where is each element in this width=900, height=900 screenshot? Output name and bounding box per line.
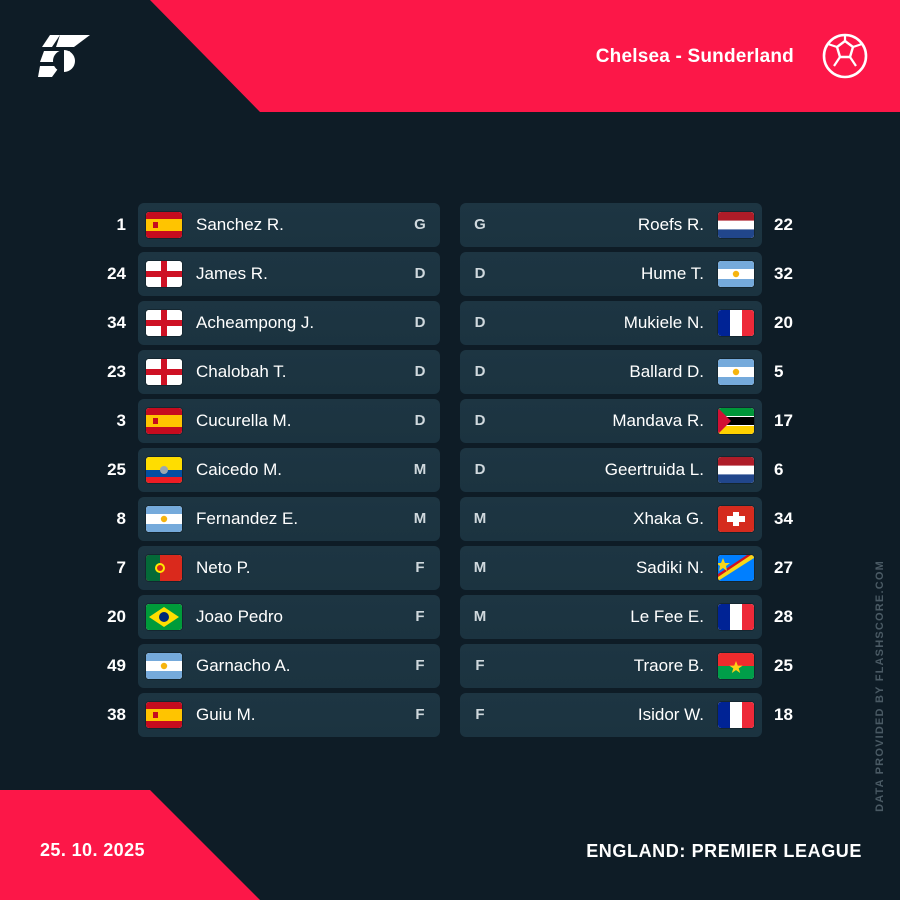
player-position: F (475, 657, 485, 674)
lineup-row (0, 543, 900, 592)
player-pill[interactable] (460, 301, 762, 345)
player-pill[interactable] (460, 448, 762, 492)
player-pill[interactable] (460, 399, 762, 443)
home-player[interactable] (100, 546, 440, 590)
player-name: Isidor W. (637, 704, 704, 724)
flag-icon (718, 261, 754, 287)
flag-icon (146, 457, 182, 483)
player-number: 20 (107, 606, 126, 626)
player-pill[interactable] (138, 595, 440, 639)
flag-icon (146, 359, 182, 385)
home-player[interactable] (100, 693, 440, 737)
player-position: F (415, 706, 425, 723)
lineup-row (0, 396, 900, 445)
player-number: 38 (107, 704, 126, 724)
player-number: 7 (116, 557, 126, 577)
flag-icon (146, 506, 182, 532)
flag-icon (146, 261, 182, 287)
player-position: F (475, 706, 485, 723)
player-number: 25 (774, 655, 793, 675)
away-player[interactable] (460, 644, 800, 688)
header (0, 0, 900, 112)
watermark (860, 0, 900, 900)
home-player[interactable] (100, 497, 440, 541)
player-number: 1 (116, 214, 126, 234)
home-player[interactable] (100, 203, 440, 247)
player-pill[interactable] (138, 497, 440, 541)
page-title: Chelsea - Sunderland (595, 46, 794, 67)
match-date: 25. 10. 2025 (40, 840, 145, 860)
home-player[interactable] (100, 448, 440, 492)
lineup-row (0, 347, 900, 396)
player-number: 18 (774, 704, 793, 724)
player-name: Garnacho A. (196, 655, 291, 675)
player-pill[interactable] (138, 203, 440, 247)
player-name: Roefs R. (637, 214, 704, 234)
flag-icon (146, 212, 182, 238)
footer (0, 790, 900, 900)
player-pill[interactable] (138, 644, 440, 688)
flag-icon (718, 555, 754, 581)
player-number: 23 (107, 361, 126, 381)
player-pill[interactable] (460, 644, 762, 688)
player-name: Mukiele N. (623, 312, 704, 332)
lineup-row (0, 298, 900, 347)
lineup-row (0, 445, 900, 494)
player-name: Fernandez E. (196, 508, 299, 528)
player-name: Traore B. (633, 655, 704, 675)
player-number: 20 (774, 312, 793, 332)
home-player[interactable] (100, 644, 440, 688)
flag-icon (146, 604, 182, 630)
player-pill[interactable] (138, 693, 440, 737)
player-pill[interactable] (460, 595, 762, 639)
away-player[interactable] (460, 448, 800, 492)
player-name: Geertruida L. (604, 459, 704, 479)
player-number: 49 (107, 655, 126, 675)
home-player[interactable] (100, 301, 440, 345)
player-name: James R. (196, 263, 268, 283)
player-position: F (415, 559, 425, 576)
flag-icon (146, 310, 182, 336)
player-pill[interactable] (460, 497, 762, 541)
player-position: D (414, 412, 426, 429)
player-position: F (415, 608, 425, 625)
flag-icon (718, 506, 754, 532)
flag-icon (146, 555, 182, 581)
player-pill[interactable] (138, 399, 440, 443)
player-pill[interactable] (138, 301, 440, 345)
player-position: D (474, 314, 486, 331)
flag-icon (718, 457, 754, 483)
flag-icon (718, 212, 754, 238)
home-player[interactable] (100, 252, 440, 296)
player-pill[interactable] (138, 546, 440, 590)
player-name: Hume T. (641, 263, 704, 283)
player-number: 27 (774, 557, 793, 577)
player-pill[interactable] (460, 350, 762, 394)
away-player[interactable] (460, 546, 800, 590)
flashscore-logo-icon (30, 31, 96, 81)
home-player[interactable] (100, 350, 440, 394)
home-player[interactable] (100, 595, 440, 639)
away-player[interactable] (460, 595, 800, 639)
player-number: 24 (107, 263, 126, 283)
player-position: M (473, 608, 487, 625)
away-player[interactable] (460, 203, 800, 247)
player-number: 3 (116, 410, 126, 430)
player-number: 34 (107, 312, 126, 332)
lineup-row (0, 200, 900, 249)
player-name: Mandava R. (612, 410, 704, 430)
player-number: 22 (774, 214, 793, 234)
player-position: D (414, 314, 426, 331)
player-number: 8 (116, 508, 126, 528)
player-position: D (414, 265, 426, 282)
player-name: Neto P. (196, 557, 251, 577)
player-position: M (473, 559, 487, 576)
player-name: Ballard D. (629, 361, 704, 381)
flag-icon (146, 653, 182, 679)
watermark-text: DATA PROVIDED BY FLASHSCORE.COM (874, 560, 886, 812)
lineup-row (0, 641, 900, 690)
player-name: Acheampong J. (196, 312, 315, 332)
flag-icon (718, 702, 754, 728)
player-pill[interactable] (460, 203, 762, 247)
away-player[interactable] (460, 399, 800, 443)
flag-icon (718, 310, 754, 336)
player-name: Sanchez R. (196, 214, 284, 234)
flag-icon (718, 359, 754, 385)
player-name: Caicedo M. (196, 459, 282, 479)
flag-icon (718, 604, 754, 630)
lineup-row (0, 249, 900, 298)
player-position: G (414, 216, 426, 233)
player-number: 5 (774, 361, 784, 381)
player-position: D (474, 265, 486, 282)
player-pill[interactable] (460, 546, 762, 590)
player-pill[interactable] (138, 448, 440, 492)
player-name: Sadiki N. (635, 557, 704, 577)
player-pill[interactable] (138, 350, 440, 394)
player-number: 28 (774, 606, 793, 626)
player-position: F (415, 657, 425, 674)
lineup-row (0, 690, 900, 739)
flag-icon (718, 408, 754, 434)
player-number: 34 (774, 508, 793, 528)
player-pill[interactable] (460, 693, 762, 737)
player-pill[interactable] (460, 252, 762, 296)
player-name: Le Fee E. (630, 606, 704, 626)
away-player[interactable] (460, 301, 800, 345)
lineups-list (0, 200, 900, 739)
league-name: ENGLAND: PREMIER LEAGUE (586, 841, 862, 861)
player-number: 32 (774, 263, 793, 283)
player-position: D (474, 363, 486, 380)
flag-icon (146, 702, 182, 728)
player-position: G (474, 216, 486, 233)
player-position: M (473, 510, 487, 527)
player-position: D (474, 461, 486, 478)
away-player[interactable] (460, 693, 800, 737)
player-number: 25 (107, 459, 126, 479)
player-position: D (414, 363, 426, 380)
away-player[interactable] (460, 350, 800, 394)
lineup-row (0, 494, 900, 543)
flag-icon (718, 653, 754, 679)
player-position: M (413, 510, 427, 527)
player-position: M (413, 461, 427, 478)
player-pill[interactable] (138, 252, 440, 296)
lineup-row (0, 592, 900, 641)
player-name: Guiu M. (196, 704, 256, 724)
player-name: Chalobah T. (196, 361, 287, 381)
away-player[interactable] (460, 252, 800, 296)
away-player[interactable] (460, 497, 800, 541)
home-player[interactable] (100, 399, 440, 443)
player-name: Xhaka G. (633, 508, 704, 528)
player-position: D (474, 412, 486, 429)
player-number: 6 (774, 459, 784, 479)
flag-icon (146, 408, 182, 434)
player-name: Cucurella M. (196, 410, 292, 430)
player-name: Joao Pedro (196, 606, 283, 626)
player-number: 17 (774, 410, 793, 430)
